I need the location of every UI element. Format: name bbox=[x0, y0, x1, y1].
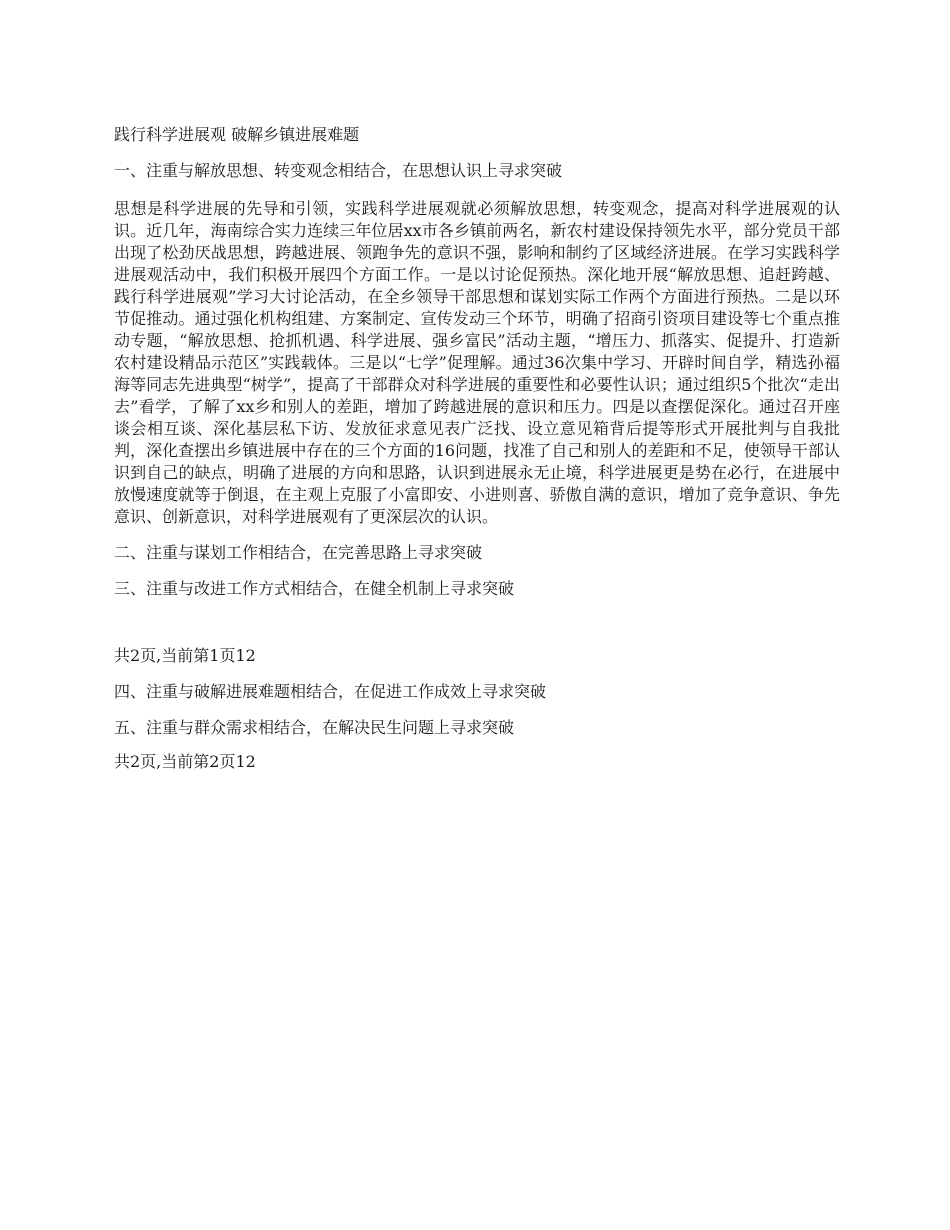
document-title: 践行科学进展观 破解乡镇进展难题 bbox=[114, 125, 360, 144]
section4-heading: 四、注重与破解进展难题相结合，在促进工作成效上寻求突破 bbox=[114, 682, 547, 701]
section1-body: 思想是科学进展的先导和引领，实践科学进展观就必须解放思想，转变观念，提高对科学进展观的认识。近几年，海南综合实力连续三年位居xx市各乡镇前两名，新农村建设保持领先水平，部分党员干部出现了松劲厌战思想，跨越进展、领跑争先的意识不强，影响和制约了区域经济进展。在学习实践科学进展观活动中，我们积极开展四个方面工作。一是以讨论促预热。深化地开展“解放思想、追赶跨越、践行科学进展观”学习大讨论活动，在全乡领导干部思想和谋划实际工作两个方面进行预热。二是以环节促推动。通过强化机构组建、方案制定、宣传发动三个环节，明确了招商引资项目建设等七个重点推动专题，“解放思想、抢抓机遇、科学进展、强乡富民”活动主题，“增压力、抓落实、促提升、打造新农村建设精品示范区”实践载体。三是以“七学”促理解。通过36次集中学习、开辟时间自学，精选孙福海等同志先进典型“树学”，提高了干部群众对科学进展的重要性和必要性认识；通过组织5个批次“走出去”看学，了解了xx乡和别人的差距，增加了跨越进展的意识和压力。四是以查摆促深化。通过召开座谈会相互谈、深化基层私下访、发放征求意见表广泛找、设立意见箱背后提等形式开展批判与自我批判，深化查摆出乡镇进展中存在的三个方面的16问题，找准了自己和别人的差距和不足，使领导干部认识到自己的缺点，明确了进展的方向和思路，认识到进展永无止境，科学进展更是势在必行，在进展中放慢速度就等于倒退，在主观上克服了小富即安、小进则喜、骄傲自满的意识，增加了竞争意识、争先意识、创新意识，对科学进展观有了更深层次的认识。 bbox=[114, 199, 840, 526]
page-footer-2: 共2页,当前第2页12 bbox=[114, 752, 256, 771]
section1-heading: 一、注重与解放思想、转变观念相结合，在思想认识上寻求突破 bbox=[114, 161, 563, 180]
page-footer-1: 共2页,当前第1页12 bbox=[114, 646, 256, 665]
section2-heading: 二、注重与谋划工作相结合，在完善思路上寻求突破 bbox=[114, 543, 483, 562]
section3-heading: 三、注重与改进工作方式相结合，在健全机制上寻求突破 bbox=[114, 579, 515, 598]
document-page bbox=[114, 124, 840, 773]
section5-heading: 五、注重与群众需求相结合，在解决民生问题上寻求突破 bbox=[114, 718, 515, 737]
